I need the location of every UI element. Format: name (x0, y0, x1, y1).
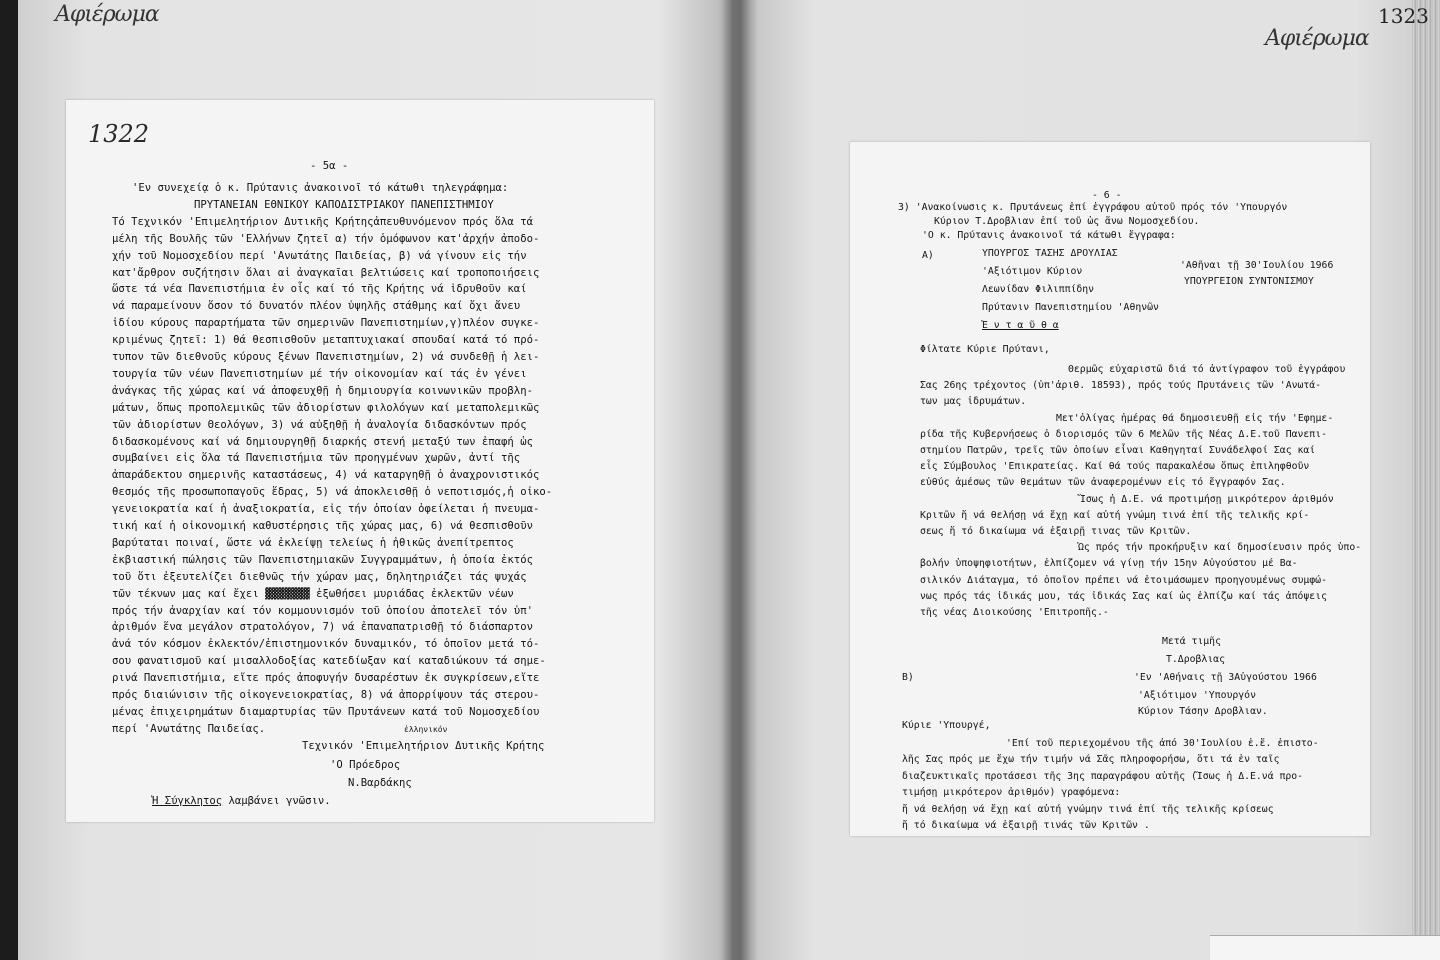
section-b-addressee: 'Αξιότιμον 'Υπουργόν (1138, 690, 1256, 701)
typed-line: μέλη τῆς Βουλῆς τῶν 'Ελλήνων ζητεῖ α) τήν ὁμόφωνον κατ'ἀρχήν ἀποδο- (112, 232, 540, 245)
typed-line: νά παραμείνουν ὅσον τό δυνατόν πλέον ὑψηλῆς στάθμης καί ὄχι ἄνευ (112, 300, 521, 313)
section-a-salutation: Φίλτατε Κύριε Πρύτανι, (920, 344, 1050, 355)
typed-line: τιμήσῃ μικρότερον ἀριθμόν) γραφόμενα: (902, 787, 1121, 799)
typed-line: τῶν ἀδιορίστων Θεολόγων, 3) νά αὐξηθῇ ἡ ἀναλογία διδασκόντων πρός (112, 418, 527, 431)
typed-line: διαζευκτικαῖς προτάσεσι τῆς 3ης παραγράφου αὐτῆς (Ἴσως ἡ Δ.Ε.νά προ- (902, 770, 1304, 782)
handwritten-page-number: 1322 (88, 120, 150, 148)
left-typed-sheet (66, 100, 654, 822)
typed-line: τῆς νέας Διοικούσης 'Επιτροπῆς.- (920, 607, 1109, 618)
typed-line: στημίου Πατρῶν, τρεῖς τῶν ὁποίων εἶναι Καθηγηταί Συνάδελφοί Σας καί (920, 445, 1316, 456)
page-marker: - 6 - (1092, 190, 1122, 201)
typed-line: ἀνά τόν κόσμον ἐκλεκτόν/ἐπιστημονικόν δυναμικόν, τό ὁποῖον μετά τό- (112, 638, 540, 651)
addressee-line: Πρύτανιν Πανεπιστημίου 'Αθηνῶν (982, 302, 1159, 313)
typed-line: ρίδα τῆς Κυβερνήσεως ὁ διορισμός τῶν 6 Μελῶν τῆς Νέας Δ.Ε.τοῦ Πανεπι- (920, 428, 1327, 440)
typed-line: ἰδίου κύρους παραρτήματα τῶν σημερινῶν Πανεπιστημίων,γ)πλέον συγκε- (112, 317, 540, 330)
typed-line: βολήν ὑποψηφιοτήτων, ἐλπίζομεν νά γίνῃ τήν 15ην Αὐγούστου μέ Βα- (920, 558, 1298, 570)
typed-line: γενειοκρατία καί ἡ ἀναξιοκρατία, εἰς τήν ὁποίαν ὀφείλεται ἡ πνευμα- (112, 503, 540, 516)
typed-line: εὐθύς ἀμέσως τῶν θεμάτων τῶν ἀναφερομένων εἰς τό ἔγγραφόν Σας. (920, 477, 1286, 489)
typed-line: θεσμός τῆς προσωποπαγοῦς ἕδρας, 5) νά ἀποκλεισθῇ ὁ νεποτισμός,ἡ οἰκο- (112, 486, 553, 499)
typed-line: ἀπαράδεκτου σημερινῆς καταστάσεως, 4) νά καταργηθῇ ὁ ἀναχρονιστικός (112, 469, 540, 482)
intro-line: 3) 'Ανακοίνωσις κ. Πρυτάνεως ἐπί ἐγγράφου αὐτοῦ πρός τόν 'Υπουργόν (898, 202, 1288, 213)
typed-line: ὥστε τά νέα Πανεπιστήμια ἐν οἷς καί τό τῆς Κρήτης νά ἱδρυθοῦν καί (112, 283, 527, 296)
closing-name: Ν.Βαρδάκης (348, 777, 412, 789)
section-b-salutation: Κύριε 'Υπουργέ, (902, 720, 991, 731)
typed-line: συμβαίνει εἰς ὅλα τά Πανεπιστήμια τῶν προηγμένων χωρῶν, ἀντί τῆς (112, 452, 521, 465)
section-a-sender: ΥΠΟΥΡΓΟΣ ΤΑΣΗΣ ΔΡΟΥΛΙΑΣ (982, 248, 1118, 259)
typed-line: βαρύταται ποιναί, ὥστε νά ἐκλείψῃ τελείως ἡ ἠθικῶς ἀνεπίτρεπτος (112, 536, 514, 549)
typed-line: Σας 26ης τρέχοντος (ὑπ'ἀριθ. 18593), πρός τούς Πρυτάνεις τῶν 'Ανωτά- (920, 380, 1322, 392)
footer-underlined: Ἡ Σύγκλητος (152, 795, 223, 807)
section-a-ministry: ΥΠΟΥΡΓΕΙΟΝ ΣΥΝΤΟΝΙΣΜΟΥ (1184, 276, 1314, 287)
typed-line: τική καί ἡ οἰκονομική καθυστέρησις τῆς χώρας μας, 6) νά θεσπισθοῦν (112, 520, 533, 532)
intro-line: 'Ο κ. Πρύτανις ἀνακοινοῖ τά κάτωθι ἔγγραφα: (922, 230, 1176, 241)
typed-line: ἀνάγκας τῆς χώρας καί νά ἀποφευχθῇ ἡ δημιουργία κοινωνικῶν προβλη- (112, 384, 533, 397)
typed-line: ἐκβιαστική πώλησις τῶν Πανεπιστημιακῶν Συγγραμμάτων, ἡ ὁποία ἐκτός (112, 553, 533, 566)
typed-line: κατ'ἄρθρον συζήτησιν ὅλαι αἱ ἀναγκαῖαι βελτιώσεις καί τροποποιήσεις (112, 266, 540, 279)
page-marker: - 5α - (310, 160, 349, 172)
page-number: 1323 (1378, 4, 1429, 28)
page-edges (1412, 0, 1440, 960)
typed-line: σεως ἤ τό δικαίωμα νά ἐξαιρῇ τινας τῶν Κριτῶν. (920, 526, 1192, 537)
typed-line: τουργία τῶν νέων Πανεπιστημίων μέ τήν οἰκονομίαν καί τάς ἐν γένει (112, 367, 527, 380)
paper-tab (1210, 935, 1440, 960)
typed-line: νως πρός τάς ἰδικάς μου, τάς ἰδικάς Σας καί ὡς ἐλπίζω καί τάς ἀπόψεις (920, 590, 1327, 602)
section-a-signatory: Τ.Δροβλιας (1166, 654, 1225, 665)
addressee-line: 'Αξιότιμον Κύριον (982, 266, 1083, 277)
typed-line: τοῦ ὅτι ἐξευτελίζει διεθνῶς τήν χώραν μας, δηλητηριάζει τάς ψυχάς (112, 570, 527, 583)
typed-line: Ὡς πρός τήν προκήρυξιν καί δημοσίευσιν πρός ὑπο- (1078, 542, 1362, 554)
typed-line: χήν τοῦ Νομοσχεδίου περί 'Ανωτάτης Παιδείας, β) νά γίνουν εἰς τήν (112, 249, 527, 262)
typed-line: 'Εν συνεχείᾳ ὁ κ. Πρύτανις ἀνακοινοῖ τό κάτωθι τηλεγράφημα: (132, 182, 509, 194)
typed-line: Τό Τεχνικόν 'Επιμελητήριον Δυτικῆς Κρήτηςἀπευθυνόμενον πρός ὅλα τά (112, 215, 533, 228)
typed-line: ἤ τό δικαίωμα νά ἐξαιρῇ τινάς τῶν Κριτῶν . (902, 820, 1150, 831)
typed-line: 'Επί τοῦ περιεχομένου τῆς ἀπό 30'Ιουλίου ἐ.ἔ. ἐπιστο- (1006, 738, 1319, 749)
book-spine (718, 0, 758, 960)
typed-line: ἤ νά θελήσῃ νά ἔχῃ καί αὐτή γνώμην τινά ἐπί τῆς τελικῆς κρίσεως (902, 803, 1274, 815)
addressee-line: Λεωνίδαν Φιλιππίδην (982, 284, 1095, 295)
typed-line: Θερμῶς εὐχαριστῶ διά τό ἀντίγραφον τοῦ ἐγγράφου (1068, 364, 1346, 375)
typed-line: σιλικόν Διάταγμα, τό ὁποῖον πρέπει νά ἑτοιμάσωμεν προηγουμένως συμφώ- (920, 574, 1327, 586)
section-a-location: Ἐ ν τ α ῦ θ α (982, 320, 1059, 331)
typed-line: Κριτῶν ἤ νά θελήσῃ νά ἔχῃ καί αὐτή γνώμη τινά ἐπί τῆς τελικῆς κρί- (920, 509, 1310, 521)
closing-title: 'Ο Πρόεδρος (330, 759, 401, 771)
left-signature: Αφιέρωμα (55, 2, 159, 27)
interlinear-correction: ἑλληνικόν (404, 725, 448, 734)
footer-line (152, 795, 331, 807)
footer-rest: λαμβάνει γνῶσιν. (222, 795, 331, 807)
typed-line: κριμένως ζητεῖ: 1) θά θεσπισθοῦν μεταπτυχιακαί σπουδαί κατά τό πρό- (112, 334, 540, 347)
typed-line: περί 'Ανωτάτης Παιδείας. (112, 722, 266, 735)
typed-line: μένας ἐπιχειρημάτων διαμαρτυρίας τῶν Πρυτάνεων κατά τοῦ Νομοσχεδίου (112, 705, 540, 718)
section-a-date: 'Αθῆναι τῇ 30'Ιουλίου 1966 (1180, 260, 1334, 271)
section-a-closing: Μετά τιμῆς (1162, 636, 1221, 647)
typed-line: σου φανατισμοῦ καί μισαλλοδοξίας κατεδίωξαν καί καταδιώκουν τά σημε- (112, 655, 546, 668)
right-signature: Αφιέρωμα (1265, 26, 1369, 51)
section-a-marker: Α) (922, 250, 934, 261)
typed-line: λῆς Σας πρός με ἔχω τήν τιμήν νά Σᾶς πληροφορήσω, ὅτι τά ἐν ταῖς (902, 754, 1280, 766)
typed-line: τυπον τῶν διεθνοῦς κύρους ξένων Πανεπιστημίων, 2) νά συνδεθῇ ἡ λει- (112, 351, 540, 363)
closing-organization: Τεχνικόν 'Επιμελητήριον Δυτικῆς Κρήτης (302, 740, 545, 752)
typed-line: Ἴσως ἡ Δ.Ε. νά προτιμήσῃ μικρότερον ἀριθμόν (1080, 493, 1334, 505)
typed-line: ἀριθμόν ἕνα μεγάλον στρατολόγον, 7) νά ἐπαναπατρισθῇ τό διάσπαρτον (112, 621, 533, 634)
section-b-marker: Β) (902, 672, 914, 683)
typed-line: των μας ἱδρυμάτων. (920, 396, 1027, 408)
typed-line: μάτων, ὅπως προπολεμικῶς τῶν ἀδιορίστων φιλολόγων καί μεταπολεμικῶς (112, 401, 540, 414)
typed-line: πρός διαιώνισιν τῆς οἰκογενειοκρατίας, 8) νά ἀπορρίψουν τάς στερου- (112, 689, 540, 701)
right-typed-sheet (850, 142, 1370, 836)
section-b-addressee: Κύριον Τάσην Δροβλιαν. (1138, 706, 1268, 717)
typed-line: πρός τήν ἀναρχίαν καί τόν κομμουνισμόν τοῦ ὁποίου ἀποτελεῖ τόν ὑπ' (112, 604, 533, 617)
typed-line: τῶν τέκνων μας καί ἔχει ▓▓▓▓▓▓▓ ἐξωθήσει μυριάδας ἐκλεκτῶν νέων (112, 587, 514, 600)
typed-line: ρινά Πανεπιστήμια, εἴτε πρός ἀποφυγήν δυσαρέστων ἐκ συγκρίσεων,εἴτε (112, 672, 540, 685)
typed-line: εἷς Σύμβουλος 'Επικρατείας. Καί θά τούς παρακαλέσω ὅπως ἐπιληφθοῦν (920, 461, 1310, 473)
typed-line: Μετ'ὀλίγας ἡμέρας θά δημοσιευθῇ εἰς τήν 'Εφημε- (1056, 412, 1334, 424)
typed-line: ΠΡΥΤΑΝΕΙΑΝ ΕΘΝΙΚΟΥ ΚΑΠΟΔΙΣΤΡΙΑΚΟΥ ΠΑΝΕΠΙΣΤΗΜΙΟΥ (194, 198, 494, 211)
section-b-date: 'Εν 'Αθήναις τῇ 3Αὐγούστου 1966 (1134, 672, 1317, 683)
intro-line: Κύριον Τ.Δροβλιαν ἐπί τοῦ ὡς ἄνω Νομοσχεδίου. (934, 216, 1200, 227)
typed-line: διδασκομένους καί νά δημιουργηθῇ διαρκής στενή μεταξύ των ἐπαφή ὡς (112, 435, 533, 448)
